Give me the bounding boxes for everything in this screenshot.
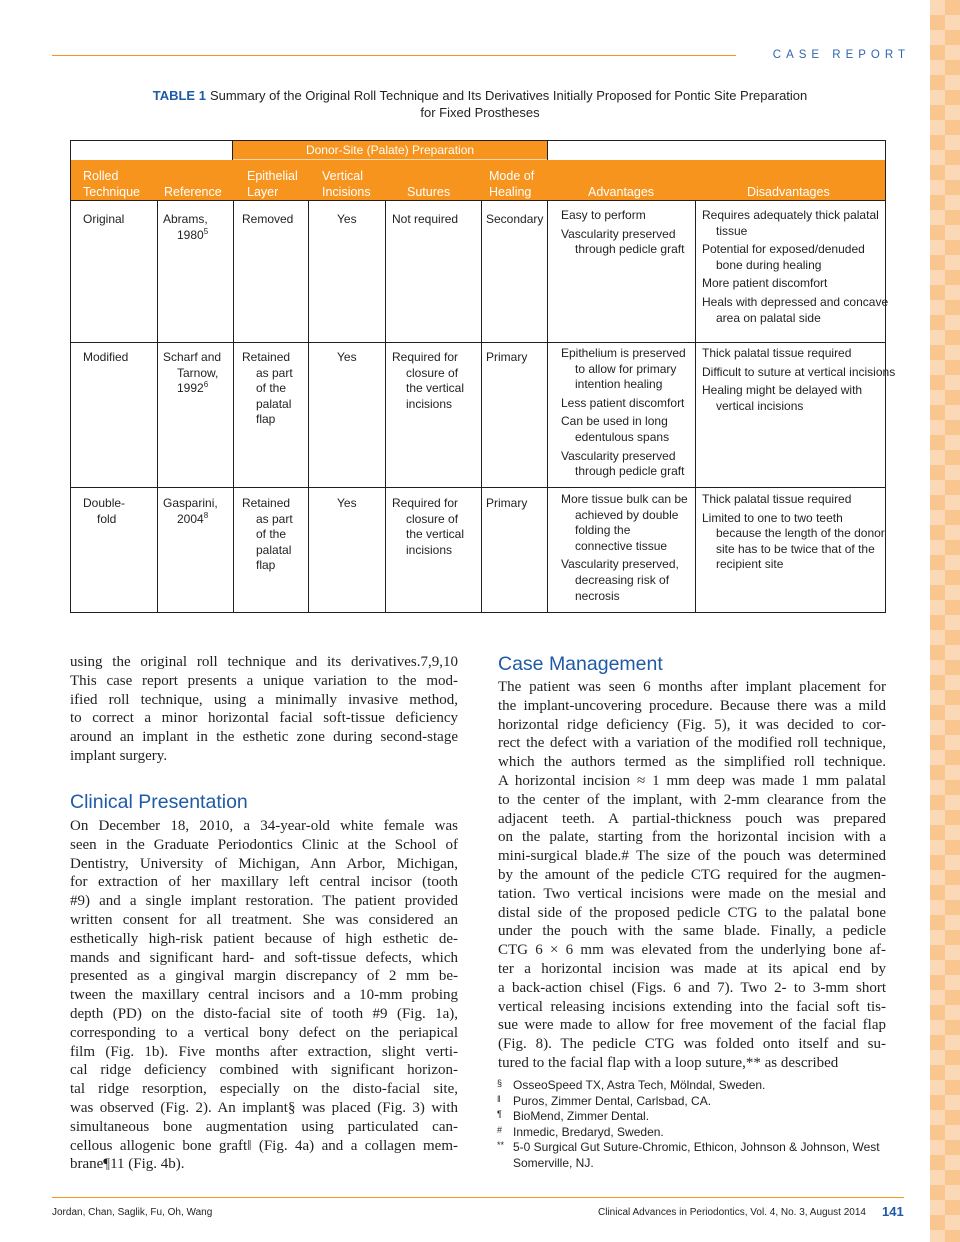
cell-technique — [83, 350, 128, 366]
cell-line: flap — [256, 558, 276, 573]
cell-line: Not required — [392, 212, 459, 226]
cell-line: as part — [256, 365, 293, 380]
text-line: film (Fig. 1b). Five months after extraction, slight verti- — [70, 1043, 458, 1060]
cell-line: Primary — [486, 350, 528, 364]
cell-line: Requires adequately thick palatal — [702, 208, 879, 222]
text-line: tation. Two vertical incisions were made on the mesial and — [498, 885, 886, 902]
section-label: CASE REPORT — [772, 49, 910, 61]
footer-journal: Clinical Advances in Periodontics, Vol. 4, No. 3, August 2014 — [598, 1207, 866, 1218]
cell-line: fold — [97, 511, 117, 526]
column-separator — [481, 200, 482, 613]
header-text: Vertical — [322, 169, 363, 183]
header-text: Rolled — [83, 169, 119, 183]
cell-line: palatal — [256, 542, 292, 557]
cell-line: Heals with depressed and concave — [702, 294, 889, 309]
text-line: A horizontal incision ≈ 1 mm deep was made 1 mm palatal — [498, 772, 886, 789]
cell-line: Modified — [83, 350, 129, 364]
footnote-line: Somerville, NJ. — [513, 1155, 594, 1170]
footnote-mark: ** — [497, 1140, 505, 1151]
footnote-mark: ¶ — [497, 1109, 502, 1120]
cell-line: Yes — [337, 350, 357, 364]
text-line: on the palate, starting from the horizontal incision with a — [498, 829, 886, 846]
header-text: Technique — [83, 185, 140, 199]
cell-line: 1992$^6$ — [177, 380, 209, 396]
cell-line: More tissue bulk can be — [561, 492, 688, 506]
cell-line: necrosis — [575, 588, 620, 603]
case-management-heading: Case Management — [498, 653, 663, 675]
text-line: adjacent teeth. A partial-thickness pouch was prepared — [498, 810, 886, 827]
cell-vertical — [337, 496, 357, 512]
text-line: written consent for all treatment. She was considered an — [70, 911, 458, 928]
cell-line: folding the — [575, 523, 631, 538]
text-line: cal ridge deficiency combined with significant horizon- — [70, 1062, 458, 1079]
column-separator — [695, 200, 696, 613]
cell-line: site has to be twice that of the — [716, 541, 875, 556]
cell-line: flap — [256, 412, 276, 427]
cell-line: edentulous spans — [575, 429, 670, 444]
text-line: sue were made to allow for free movement of the facial flap — [498, 1017, 886, 1034]
footnote — [497, 1078, 887, 1094]
table-caption-label: TABLE 1 — [152, 88, 206, 103]
column-separator — [547, 200, 548, 613]
header-epithelial-layer — [247, 168, 298, 200]
cell-line: because the length of the donor — [716, 526, 885, 541]
text-line: vertical releasing incisions extending into the facial soft tis- — [498, 998, 886, 1015]
text-line: ter a horizontal incision was made at its apical end by — [498, 960, 886, 977]
cell-advantages — [561, 208, 684, 258]
reference-citation: 8 — [203, 510, 209, 520]
footer-authors: Jordan, Chan, Saglik, Fu, Oh, Wang — [52, 1207, 213, 1218]
footnote-line: Inmedic, Bredaryd, Sweden. — [513, 1124, 664, 1139]
cell-vertical — [337, 350, 357, 366]
text-line: tured to the facial flap with a loop suture,** as described — [498, 1054, 839, 1071]
cell-line: Secondary — [486, 212, 544, 226]
cell-line: decreasing risk of — [575, 572, 670, 587]
footnote — [497, 1140, 887, 1171]
text-line: under the pouch with the same blade. Finally, a pedicle — [498, 923, 886, 940]
text-line: The patient was seen 6 months after implant placement for — [498, 679, 886, 695]
cell-line: Thick palatal tissue required — [702, 492, 852, 506]
cell-line: the vertical — [406, 381, 465, 396]
cell-line: the vertical — [406, 527, 465, 542]
cell-line: Healing might be delayed with — [702, 383, 863, 398]
cell-line: Limited to one to two teeth — [702, 510, 843, 525]
header-text: Healing — [489, 185, 532, 199]
footnote-line: 5-0 Surgical Gut Suture-Chromic, Ethicon, Johnson & Johnson, West — [513, 1140, 880, 1155]
cell-line: through pedicle graft — [575, 464, 685, 479]
footnotes — [497, 1078, 887, 1172]
cell-line: connective tissue — [575, 538, 668, 553]
column-separator — [308, 200, 309, 613]
text-line: the implant-uncovering procedure. Because there was a mild — [498, 697, 886, 714]
text-line: cellous allogenic bone graft‖ (Fig. 4a) and a collagen mem- — [70, 1137, 458, 1154]
text-line: ified roll technique, using a minimally invasive method, — [70, 691, 458, 708]
footnote-line: BioMend, Zimmer Dental. — [513, 1109, 650, 1124]
cell-line: to allow for primary — [575, 361, 677, 376]
cell-technique — [83, 212, 124, 228]
cell-advantages — [561, 492, 688, 604]
page-number: 141 — [882, 1204, 904, 1219]
cell-line: area on palatal side — [716, 310, 821, 325]
cell-line: 1980$^5$ — [177, 226, 209, 242]
cell-healing — [486, 212, 543, 228]
header-text: Epithelial — [247, 169, 298, 183]
cell-line: through pedicle graft — [575, 242, 685, 257]
cell-line: palatal — [256, 396, 292, 411]
table-caption-line2: for Fixed Prostheses — [420, 105, 540, 120]
table-caption-line1: Summary of the Original Roll Technique and Its Derivatives Initially Proposed for Pontic Site Preparation — [209, 88, 808, 103]
cell-line: Scharf and — [163, 350, 222, 364]
cell-reference — [163, 350, 221, 397]
text-line: tal ridge resorption, especially on the disto-facial site, — [70, 1081, 458, 1098]
column-separator — [233, 200, 234, 613]
cell-line: vertical incisions — [716, 398, 804, 413]
cell-line: as part — [256, 511, 293, 526]
footnote-line: OsseoSpeed TX, Astra Tech, Mölndal, Sweden. — [513, 1078, 766, 1092]
text-line: On December 18, 2010, a 34-year-old white female was — [70, 818, 458, 834]
text-line: by the amount of the pedicle CTG required for the augmen- — [498, 866, 886, 883]
cell-line: Less patient discomfort — [561, 395, 685, 410]
cell-healing — [486, 350, 527, 366]
reference-citation: 6 — [203, 380, 209, 390]
clinical-presentation-text — [70, 817, 458, 1174]
cell-line: Retained — [242, 496, 291, 510]
cell-line: tissue — [716, 223, 748, 238]
intro-paragraph — [70, 653, 458, 766]
cell-line: incisions — [406, 396, 453, 411]
cell-disadvantages — [702, 346, 895, 414]
cell-disadvantages — [702, 492, 885, 573]
cell-line: Double- — [83, 496, 126, 510]
text-line: mini-surgical blade.# The size of the pouch was determined — [498, 848, 886, 865]
cell-line: Gasparini, — [163, 496, 218, 510]
cell-epithelial — [242, 350, 293, 428]
header-separator — [71, 200, 885, 201]
cell-line: Retained — [242, 350, 291, 364]
header-rolled-technique — [83, 168, 140, 200]
cell-line: Original — [83, 212, 125, 226]
cell-line: Can be used in long — [561, 414, 668, 429]
cell-line: of the — [256, 381, 287, 396]
cell-line: Thick palatal tissue required — [702, 346, 852, 360]
cell-line: intention healing — [575, 377, 663, 392]
header-text: Incisions — [322, 185, 371, 199]
cell-advantages — [561, 346, 686, 480]
column-separator — [157, 200, 158, 613]
header-rule — [52, 55, 736, 56]
footnote-line: Puros, Zimmer Dental, Carlsbad, CA. — [513, 1093, 712, 1108]
text-line: which the authors termed as the simplified roll technique. — [498, 754, 886, 771]
cell-line: Required for — [392, 496, 459, 510]
cell-line: Vascularity preserved — [561, 448, 676, 463]
cell-epithelial — [242, 496, 293, 574]
cell-line: Vascularity preserved — [561, 226, 676, 241]
footnote — [497, 1094, 887, 1110]
cell-line: Epithelium is preserved — [561, 346, 686, 360]
text-line: a back-action chisel (Figs. 6 and 7). Two 2- to 3-mm short — [498, 979, 886, 996]
cell-sutures — [392, 496, 464, 558]
header-mode-of-healing — [489, 168, 534, 200]
text-line: for extraction of her maxillary left central incisor (tooth — [70, 874, 458, 891]
cell-line: Primary — [486, 496, 528, 510]
header-reference: Reference — [164, 185, 222, 199]
text-line: presented as a gingival margin discrepancy of 2 mm be- — [70, 968, 458, 985]
cell-line: Potential for exposed/denuded — [702, 242, 865, 257]
text-line: Dentistry, University of Michigan, Ann Arbor, Michigan, — [70, 855, 458, 872]
text-line: horizontal ridge deficiency (Fig. 5), it was decided to cor- — [498, 716, 886, 733]
cell-line: Vascularity preserved, — [561, 557, 679, 572]
text-line: This case report presents a unique variation to the mod- — [70, 672, 458, 689]
text-line: using the original roll technique and its derivatives.7,9,10 — [70, 654, 458, 670]
text-line: rect the defect with a variation of the modified roll technique, — [498, 735, 886, 752]
footnote — [497, 1109, 887, 1125]
text-line: to correct a minor horizontal facial soft-tissue deficiency — [70, 710, 458, 727]
clinical-presentation-heading: Clinical Presentation — [70, 791, 248, 813]
text-line: simultaneous bone augmentation using particulated can- — [70, 1118, 458, 1135]
footnote-mark: # — [497, 1124, 503, 1135]
header-disadvantages: Disadvantages — [747, 185, 830, 199]
cell-line: bone during healing — [716, 257, 822, 272]
text-line: (Fig. 8). The pedicle CTG was folded onto itself and su- — [498, 1036, 886, 1053]
table-header-blank-right — [547, 141, 885, 160]
column-separator — [385, 200, 386, 613]
cell-line: Yes — [337, 212, 357, 226]
text-line: CTG 6 × 6 mm was elevated from the underlying bone af- — [498, 942, 886, 959]
text-line: tween the maxillary central incisors and a 10-mm probing — [70, 987, 458, 1004]
footnote-mark: ‖ — [497, 1093, 501, 1104]
reference-citation: 5 — [203, 226, 209, 236]
table-caption — [100, 87, 860, 121]
header-advantages: Advantages — [588, 185, 655, 199]
header-vertical-incisions — [322, 168, 371, 200]
text-line: esthetically high-risk patient because of high esthetic de- — [70, 930, 458, 947]
cell-reference — [163, 496, 218, 527]
cell-healing — [486, 496, 527, 512]
decorative-side-strip — [930, 0, 960, 1242]
cell-line: More patient discomfort — [702, 276, 828, 291]
header-text: Layer — [247, 185, 279, 199]
text-line: around an implant in the esthetic zone during second-stage — [70, 729, 458, 746]
text-line: #9) and a single implant restoration. The patient provided — [70, 893, 458, 910]
text-line: depth (PD) on the disto-facial site of tooth #9 (Fig. 1a), — [70, 1005, 458, 1022]
text-line: to the center of the implant, with 2-mm clearance from the — [498, 791, 886, 808]
cell-epithelial — [242, 212, 293, 228]
cell-line: 2004$^8$ — [177, 510, 209, 526]
donor-site-group-header — [233, 141, 547, 160]
header-sutures: Sutures — [407, 185, 451, 199]
cell-disadvantages — [702, 208, 888, 326]
header-text: Mode of — [489, 169, 535, 183]
text-line: mands and significant hard- and soft-tissue defects, which — [70, 949, 458, 966]
text-line: corresponding to a vertical bony defect on the periapical — [70, 1024, 458, 1041]
text-line: was observed (Fig. 2). An implant§ was placed (Fig. 3) with — [70, 1099, 458, 1116]
cell-reference — [163, 212, 208, 243]
text-line: seen in the Graduate Periodontics Clinic at the School of — [70, 836, 458, 853]
cell-line: Tarnow, — [177, 365, 219, 380]
cell-vertical — [337, 212, 357, 228]
cell-line: of the — [256, 527, 287, 542]
cell-sutures — [392, 350, 464, 412]
cell-line: Easy to perform — [561, 208, 646, 222]
cell-line: closure of — [406, 365, 459, 380]
text-line: implant surgery. — [70, 747, 168, 764]
footer-rule — [52, 1197, 904, 1198]
cell-line: closure of — [406, 511, 459, 526]
cell-line: Removed — [242, 212, 294, 226]
cell-line: recipient site — [716, 557, 784, 572]
case-management-text — [498, 678, 886, 1073]
cell-line: Abrams, — [163, 212, 208, 226]
cell-sutures — [392, 212, 458, 228]
cell-line: achieved by double — [575, 507, 679, 522]
cell-line: Required for — [392, 350, 459, 364]
donor-site-group-label: Donor-Site (Palate) Preparation — [305, 143, 475, 157]
row-separator — [71, 487, 885, 488]
cell-line: Difficult to suture at vertical incisions — [702, 364, 896, 379]
footnote — [497, 1125, 887, 1141]
footnote-mark: § — [497, 1078, 503, 1088]
cell-technique — [83, 496, 125, 527]
cell-line: incisions — [406, 542, 453, 557]
cell-line: Yes — [337, 496, 357, 510]
table-header-blank-left — [71, 141, 233, 160]
row-separator — [71, 342, 885, 343]
text-line: brane¶11 (Fig. 4b). — [70, 1156, 185, 1173]
summary-table — [70, 140, 896, 613]
text-line: distal side of the proposed pedicle CTG to the palatal bone — [498, 904, 886, 921]
